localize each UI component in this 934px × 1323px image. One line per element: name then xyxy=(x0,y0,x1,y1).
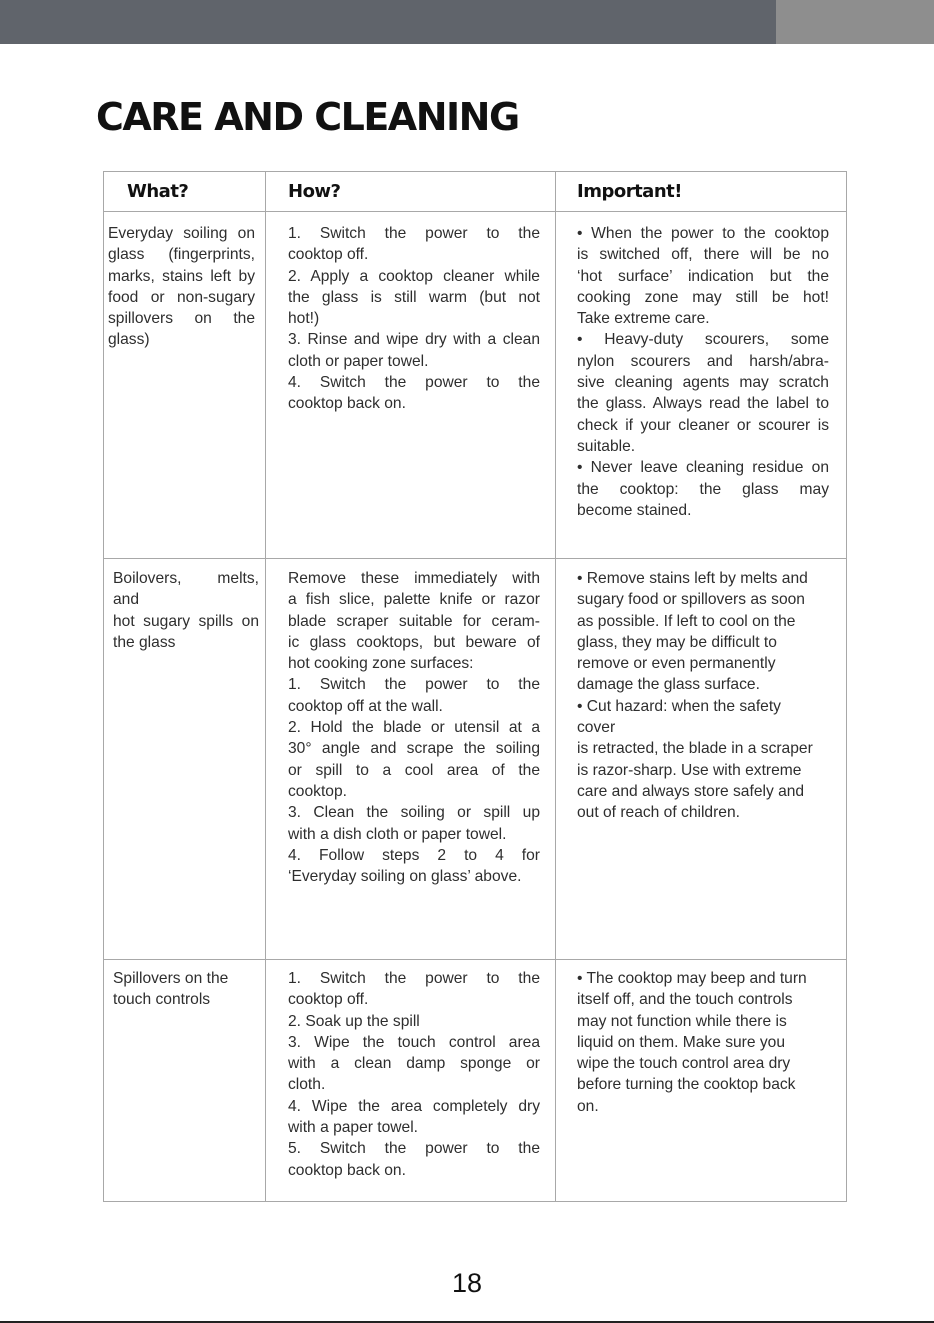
cell-text-line: care and always store safely and xyxy=(577,782,805,800)
cell-text-line: 5. Switch the power to the xyxy=(288,1140,540,1158)
cell-text-line: cooktop back on. xyxy=(288,1161,406,1179)
cell-text-line: cover xyxy=(577,719,616,737)
cell-text-line: itself off, and the touch controls xyxy=(577,991,793,1009)
table-cell-how xyxy=(288,568,540,887)
cell-text-line: cooktop off. xyxy=(288,246,369,264)
top-header-accent xyxy=(776,0,934,44)
cell-text-line: the glass. Always read the label to xyxy=(577,395,829,413)
cell-text-line: may not function while there is xyxy=(577,1012,787,1030)
cell-text-line: food or non-sugary xyxy=(108,288,255,306)
cell-text-line: 4. Wipe the area completely dry xyxy=(288,1097,540,1115)
cell-text-line: Spillovers on the xyxy=(113,970,229,987)
table-cell-important xyxy=(577,968,835,1117)
cell-text-line: cooktop. xyxy=(288,782,347,800)
cell-text-line: 3. Clean the soiling or spill up xyxy=(288,804,540,822)
row-divider xyxy=(104,558,846,559)
cell-text-line: cloth. xyxy=(288,1076,326,1094)
cell-text-line: 1. Switch the power to the xyxy=(288,676,540,694)
header-row-divider xyxy=(104,211,846,212)
cell-text-line: Boilovers, melts, xyxy=(113,570,259,587)
cell-text-line: check if your cleaner or scourer is xyxy=(577,416,829,434)
cell-text-line: become stained. xyxy=(577,501,692,519)
column-header-how: How? xyxy=(288,181,341,202)
cell-text-line: Take extreme care. xyxy=(577,310,710,328)
page-number: 18 xyxy=(451,1268,483,1298)
cell-text-line: spillovers on the xyxy=(108,310,255,328)
cell-text-line: nylon scourers and harsh/abra- xyxy=(577,352,829,370)
cell-text-line: hot sugary spills on xyxy=(113,612,259,630)
cell-text-line: • Remove stains left by melts and xyxy=(577,570,808,587)
cell-text-line: hot cooking zone surfaces: xyxy=(288,655,474,673)
cell-text-line: • When the power to the cooktop xyxy=(577,225,829,242)
cell-text-line: • Never leave cleaning residue on xyxy=(577,459,829,477)
cell-text-line: 2. Apply a cooktop cleaner while xyxy=(288,267,540,285)
cell-text-line: cooking zone may still be hot! xyxy=(577,288,829,306)
cell-text-line: ic glass cooktops, but beware of xyxy=(288,633,540,651)
cell-text-line: is switched off, there will be no xyxy=(577,246,829,264)
cell-text-line: liquid on them. Make sure you xyxy=(577,1033,786,1051)
cell-text-line: blade scraper suitable for ceram- xyxy=(288,612,540,630)
cell-text-line: damage the glass surface. xyxy=(577,676,760,694)
cell-text-line: is retracted, the blade in a scraper xyxy=(577,740,813,758)
cell-text-line: 3. Rinse and wipe dry with a clean xyxy=(288,331,540,349)
cell-text-line: glass (fingerprints, xyxy=(108,246,255,264)
cell-text-line: • Cut hazard: when the safety xyxy=(577,697,781,715)
cell-text-line: as possible. If left to cool on the xyxy=(577,612,796,630)
cell-text-line: Remove these immediately with xyxy=(288,570,540,587)
cell-text-line: cooktop off. xyxy=(288,991,369,1009)
cell-text-line: the cooktop: the glass may xyxy=(577,480,829,498)
cell-text-line: 3. Wipe the touch control area xyxy=(288,1033,540,1051)
cell-text-line: • The cooktop may beep and turn xyxy=(577,970,807,987)
cell-text-line: the glass xyxy=(113,633,176,651)
cell-text-line: or spill to a cool area of the xyxy=(288,761,540,779)
cell-text-line: remove or even permanently xyxy=(577,655,776,673)
cell-text-line: 2. Soak up the spill xyxy=(288,1012,420,1030)
table-cell-how xyxy=(288,223,540,415)
cell-text-line: with a clean damp sponge or xyxy=(288,1055,540,1073)
cell-text-line: ‘Everyday soiling on glass’ above. xyxy=(288,868,522,886)
cell-text-line: Everyday soiling on xyxy=(108,225,255,242)
care-cleaning-table xyxy=(103,171,847,1202)
cell-text-line: marks, stains left by xyxy=(108,267,255,285)
cell-text-line: hot!) xyxy=(288,310,320,328)
cell-text-line: sugary food or spillovers as soon xyxy=(577,591,805,609)
cell-text-line: suitable. xyxy=(577,437,636,455)
cell-text-line: 1. Switch the power to the xyxy=(288,225,540,242)
column-divider xyxy=(265,172,266,1201)
table-cell-how xyxy=(288,968,540,1181)
table-cell-what xyxy=(108,223,255,351)
cell-text-line: before turning the cooktop back xyxy=(577,1076,796,1094)
table-cell-important xyxy=(577,223,829,521)
cell-text-line: 4. Switch the power to the xyxy=(288,374,540,392)
cell-text-line: 4. Follow steps 2 to 4 for xyxy=(288,846,540,864)
cell-text-line: glass) xyxy=(108,331,150,349)
column-header-important: Important! xyxy=(577,181,682,202)
cell-text-line: with a paper towel. xyxy=(288,1119,419,1137)
table-cell-what xyxy=(113,568,259,653)
cell-text-line: cooktop off at the wall. xyxy=(288,697,443,715)
cell-text-line: 30° angle and scrape the soiling xyxy=(288,740,540,758)
table-cell-important xyxy=(577,568,835,824)
cell-text-line: and xyxy=(113,591,140,609)
cell-text-line: a fish slice, palette knife or razor xyxy=(288,591,540,609)
row-divider xyxy=(104,959,846,960)
top-header-bar xyxy=(0,0,776,44)
cell-text-line: the glass is still warm (but not xyxy=(288,288,540,306)
cell-text-line: is razor-sharp. Use with extreme xyxy=(577,761,802,779)
cell-text-line: 1. Switch the power to the xyxy=(288,970,540,987)
cell-text-line: • Heavy-duty scourers, some xyxy=(577,331,829,349)
cell-text-line: on. xyxy=(577,1097,599,1115)
cell-text-line: touch controls xyxy=(113,991,211,1009)
cell-text-line: glass, they may be difficult to xyxy=(577,633,777,651)
cell-text-line: out of reach of children. xyxy=(577,804,740,822)
table-cell-what xyxy=(113,968,259,1011)
cell-text-line: with a dish cloth or paper towel. xyxy=(288,825,507,843)
cell-text-line: wipe the touch control area dry xyxy=(577,1055,791,1073)
cell-text-line: ‘hot surface’ indication but the xyxy=(577,267,829,285)
cell-text-line: cooktop back on. xyxy=(288,395,406,413)
column-header-what: What? xyxy=(127,181,189,202)
cell-text-line: 2. Hold the blade or utensil at a xyxy=(288,719,540,737)
cell-text-line: cloth or paper towel. xyxy=(288,352,429,370)
column-divider xyxy=(555,172,556,1201)
cell-text-line: sive cleaning agents may scratch xyxy=(577,374,829,392)
page-title: CARE AND CLEANING xyxy=(96,95,519,139)
